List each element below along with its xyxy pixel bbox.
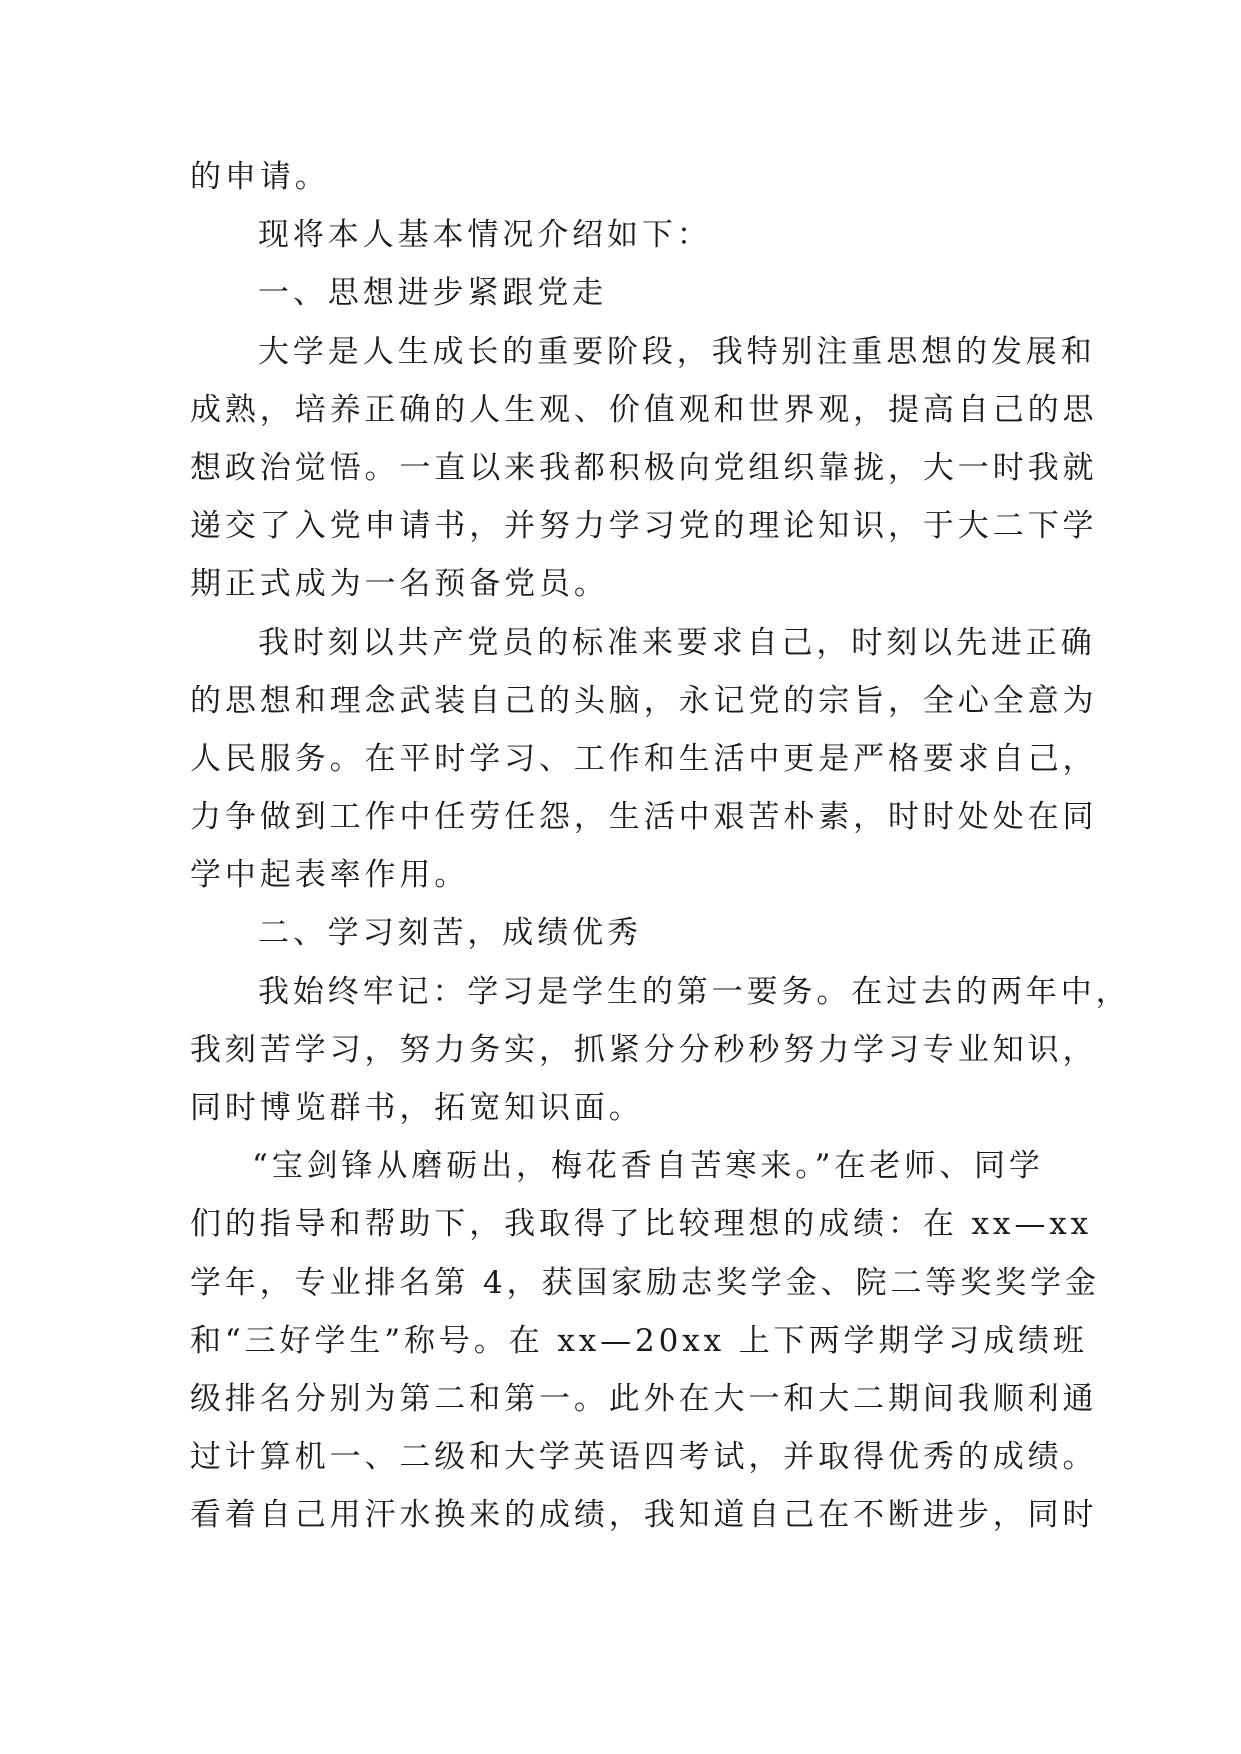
text-line: 递交了入党申请书，并努力学习党的理论知识，于大二下学 <box>190 508 1098 545</box>
text-line: 过计算机一、二级和大学英语四考试，并取得优秀的成绩。 <box>190 1439 1098 1476</box>
text-line: 人民服务。在平时学习、工作和生活中更是严格要求自己， <box>190 740 1098 777</box>
text-line: 力争做到工作中任劳任怨，生活中艰苦朴素，时时处处在同 <box>190 799 1098 836</box>
text-line: 我刻苦学习，努力务实，抓紧分分秒秒努力学习专业知识， <box>190 1031 1098 1068</box>
text-line: 同时博览群书，拓宽知识面。 <box>190 1090 644 1126</box>
section-heading-1: 一、思想进步紧跟党走 <box>258 275 607 312</box>
section-heading-2: 二、学习刻苦，成绩优秀 <box>258 915 642 952</box>
text-line: 看着自己用汗水换来的成绩，我知道自己在不断进步，同时 <box>190 1497 1098 1534</box>
text-line: 级排名分别为第二和第一。此外在大一和大二期间我顺利通 <box>190 1380 1098 1417</box>
paragraph-intro: 现将本人基本情况介绍如下： <box>258 217 712 254</box>
text-line: 们的指导和帮助下，我取得了比较理想的成绩：在 xx—xx <box>190 1206 1092 1243</box>
text-line: 想政治觉悟。一直以来我都积极向党组织靠拢，大一时我就 <box>190 449 1098 486</box>
text-line: 大学是人生成长的重要阶段，我特别注重思想的发展和 <box>258 333 1096 370</box>
text-line: 的申请。 <box>190 159 330 195</box>
text-line: 期正式成为一名预备党员。 <box>190 566 609 603</box>
text-line: 学年，专业排名第 4，获国家励志奖学金、院二等奖奖学金 <box>190 1264 1100 1301</box>
text-line: 和“三好学生”称号。在 xx—20xx 上下两学期学习成绩班 <box>190 1322 1088 1359</box>
text-line: 的思想和理念武装自己的头脑，永记党的宗旨，全心全意为 <box>190 682 1098 719</box>
text-line: 我时刻以共产党员的标准来要求自己，时刻以先进正确 <box>258 624 1096 661</box>
text-line: 学中起表率作用。 <box>190 857 470 894</box>
text-line: “宝剑锋从磨砺出，梅花香自苦寒来。”在老师、同学 <box>252 1148 1044 1185</box>
body-text <box>190 148 1131 1545</box>
text-line: 我始终牢记：学习是学生的第一要务。在过去的两年中， <box>258 973 1131 1010</box>
text-line: 成熟，培养正确的人生观、价值观和世界观，提高自己的思 <box>190 391 1098 428</box>
